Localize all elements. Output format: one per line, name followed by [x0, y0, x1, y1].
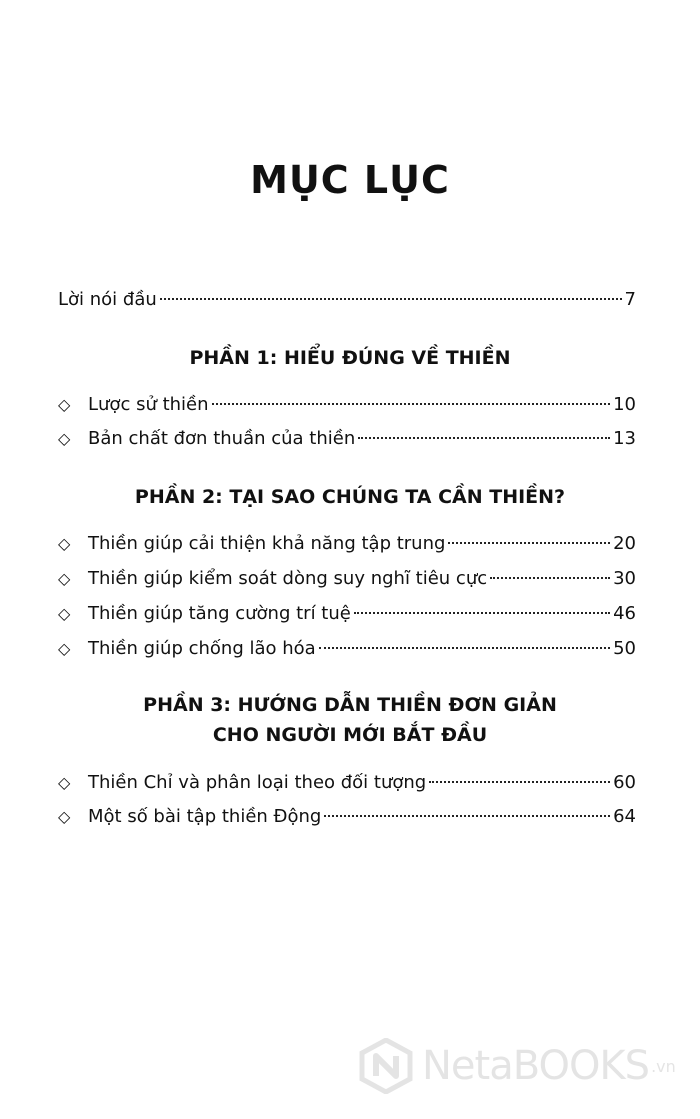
netabooks-logo-icon [358, 1038, 414, 1094]
dot-leader [429, 781, 610, 783]
toc-entry-label: Thiền giúp tăng cường trí tuệ [88, 603, 351, 624]
toc-entry-label: Một số bài tập thiền Động [88, 806, 322, 827]
diamond-bullet-icon: ◇ [58, 569, 71, 588]
toc-entry [58, 393, 636, 417]
toc-entry-preface [58, 288, 636, 312]
toc-entry [58, 771, 636, 795]
part-3-heading-line-2: CHO NGƯỜI MỚI BẮT ĐẦU [212, 724, 488, 746]
part-2-heading: PHẦN 2: TẠI SAO CHÚNG TA CẦN THIỀN? [134, 486, 566, 508]
diamond-bullet-icon: ◇ [58, 604, 71, 623]
toc-entry-label: Thiền Chỉ và phân loại theo đối tượng [88, 772, 427, 793]
toc-entry-label: Thiền giúp cải thiện khả năng tập trung [88, 533, 446, 554]
watermark-suffix: .vn [651, 1056, 676, 1076]
toc-entry-page: 60 [613, 772, 636, 793]
page-title: MỤC LỤC [250, 158, 450, 202]
toc-entry-label: Bản chất đơn thuần của thiền [88, 428, 356, 449]
diamond-bullet-icon: ◇ [58, 807, 71, 826]
diamond-bullet-icon: ◇ [58, 773, 71, 792]
toc-entry [58, 637, 636, 661]
part-3-heading: PHẦN 3: HƯỚNG DẪN THIỀN ĐƠN GIẢN [143, 694, 557, 716]
toc-entry-page: 20 [613, 533, 636, 554]
netabooks-watermark [358, 1038, 676, 1094]
dot-leader [212, 403, 611, 405]
toc-entry [58, 602, 636, 626]
diamond-bullet-icon: ◇ [58, 639, 71, 658]
dot-leader [354, 612, 610, 614]
toc-entry-page: 50 [613, 638, 636, 659]
dot-leader [160, 298, 622, 300]
toc-entry-label: Lược sử thiền [88, 394, 209, 415]
toc-entry [58, 427, 636, 451]
dot-leader [358, 437, 610, 439]
watermark-brand: NetaBOOKS [422, 1043, 650, 1089]
toc-entry-page: 7 [624, 289, 636, 310]
toc-entry-label: Thiền giúp kiểm soát dòng suy nghĩ tiêu cực [88, 568, 488, 589]
toc-entry-page: 13 [613, 428, 636, 449]
diamond-bullet-icon: ◇ [58, 429, 71, 448]
part-1-heading: PHẦN 1: HIỂU ĐÚNG VỀ THIỀN [189, 347, 511, 369]
toc-entry-page: 30 [613, 568, 636, 589]
toc-entry-page: 46 [613, 603, 636, 624]
toc-entry-page: 10 [613, 394, 636, 415]
diamond-bullet-icon: ◇ [58, 534, 71, 553]
diamond-bullet-icon: ◇ [58, 395, 71, 414]
dot-leader [448, 542, 610, 544]
toc-entry [58, 567, 636, 591]
dot-leader [319, 647, 610, 649]
toc-entry-label: Lời nói đầu [58, 289, 157, 310]
toc-entry-label: Thiền giúp chống lão hóa [88, 638, 316, 659]
dot-leader [324, 815, 610, 817]
dot-leader [490, 577, 610, 579]
toc-entry [58, 532, 636, 556]
toc-entry [58, 805, 636, 829]
toc-entry-page: 64 [613, 806, 636, 827]
